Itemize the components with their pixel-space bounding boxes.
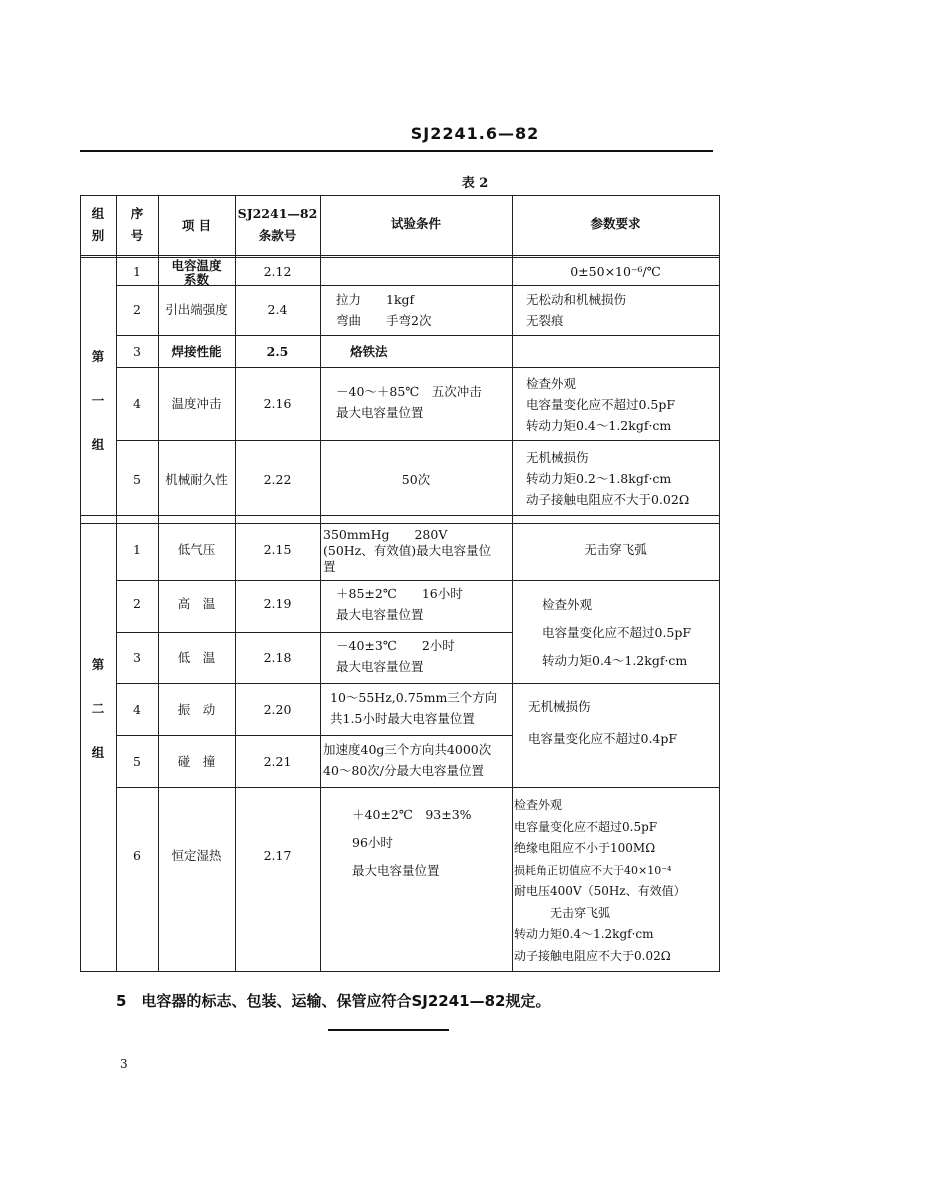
column-header-requirements: 参数要求 (590, 216, 641, 231)
document-header: SJ2241.6—82 (410, 124, 540, 143)
end-rule (328, 1029, 449, 1031)
column-header-clause: SJ2241—82 条款号 (237, 206, 318, 243)
group1-label: 第 一 组 (91, 349, 105, 452)
column-header-seq: 序 号 (130, 206, 144, 243)
requirements-rows-2-3: 检查外观 电容量变化应不超过0.5pF 转动力矩0.4～1.2kgf·cm (542, 597, 692, 668)
header-rule (80, 150, 713, 152)
clause-5-note: 5 电容器的标志、包装、运输、保管应符合SJ2241—82规定。 (116, 992, 551, 1010)
group2-label: 第 二 组 (91, 657, 105, 760)
page-number: 3 (120, 1057, 128, 1071)
column-header-conditions: 试验条件 (390, 216, 441, 231)
column-header-group: 组 别 (91, 206, 105, 243)
requirements-rows-4-5: 无机械损伤 电容量变化应不超过0.4pF (528, 699, 678, 746)
spec-table: 组 别 序 号 项 目 SJ2241—82 条款号 试验条件 参数要求 第 一 组 第 二 组 1 电容温度 系数 2.12 0±50×10⁻⁶/℃ 2 引出端强度 2.4 拉力 1kgf 弯曲 手弯2次 无松动和机械损伤 无裂痕 3 焊接性能 2.5 烙铁法 4 温度冲击 2.16 －40～＋85℃ 五次冲击 最大电容量位置 检查外观 电容量变化应不超过0.5pF 转动力矩0.4～1.2kgf·cm 5 机械耐久性 2.22 50次 无机械损伤 转动力矩0.2～1.8kgf·cm 动子接触电阻应不大于0.02Ω 1 低气压 2.15 350mmHg 280V (50Hz、有效值)最大电容量位 置 无击穿飞弧 2 高 温 2.19 ＋85±2℃ 16小时 最大电容量位置 3 低 温 2.18 －40±3℃ 2小时 最大电容量位置 检查外观 电容量变化应不超过0.5pF 转动力矩0.4～1.2kgf·cm 4 振 动 2.20 10～55Hz,0.75mm三个方向 共1.5小时最大电容量位置 5 碰 撞 2.21 加速度40g三个方向共4000次 40～80次/分最大电容量位置 无机械损伤 电容量变化应不超过0.4pF 6 恒定湿热 2.17 ＋40±2℃ 93±3% 96小时 最大电容量位置 检查外观 电容量变化应不超过0.5pF 绝缘电阻应不小于100MΩ 损耗角正切值应不大于40×10⁻⁴ 耐电压400V（50Hz、有效值） 无击穿飞弧 转动力矩0.4～1.2kgf·cm 动子接触电阻应不大于0.02Ω (80, 195, 720, 972)
table-caption: 表 2 (461, 176, 489, 191)
column-header-item: 项 目 (181, 218, 212, 233)
